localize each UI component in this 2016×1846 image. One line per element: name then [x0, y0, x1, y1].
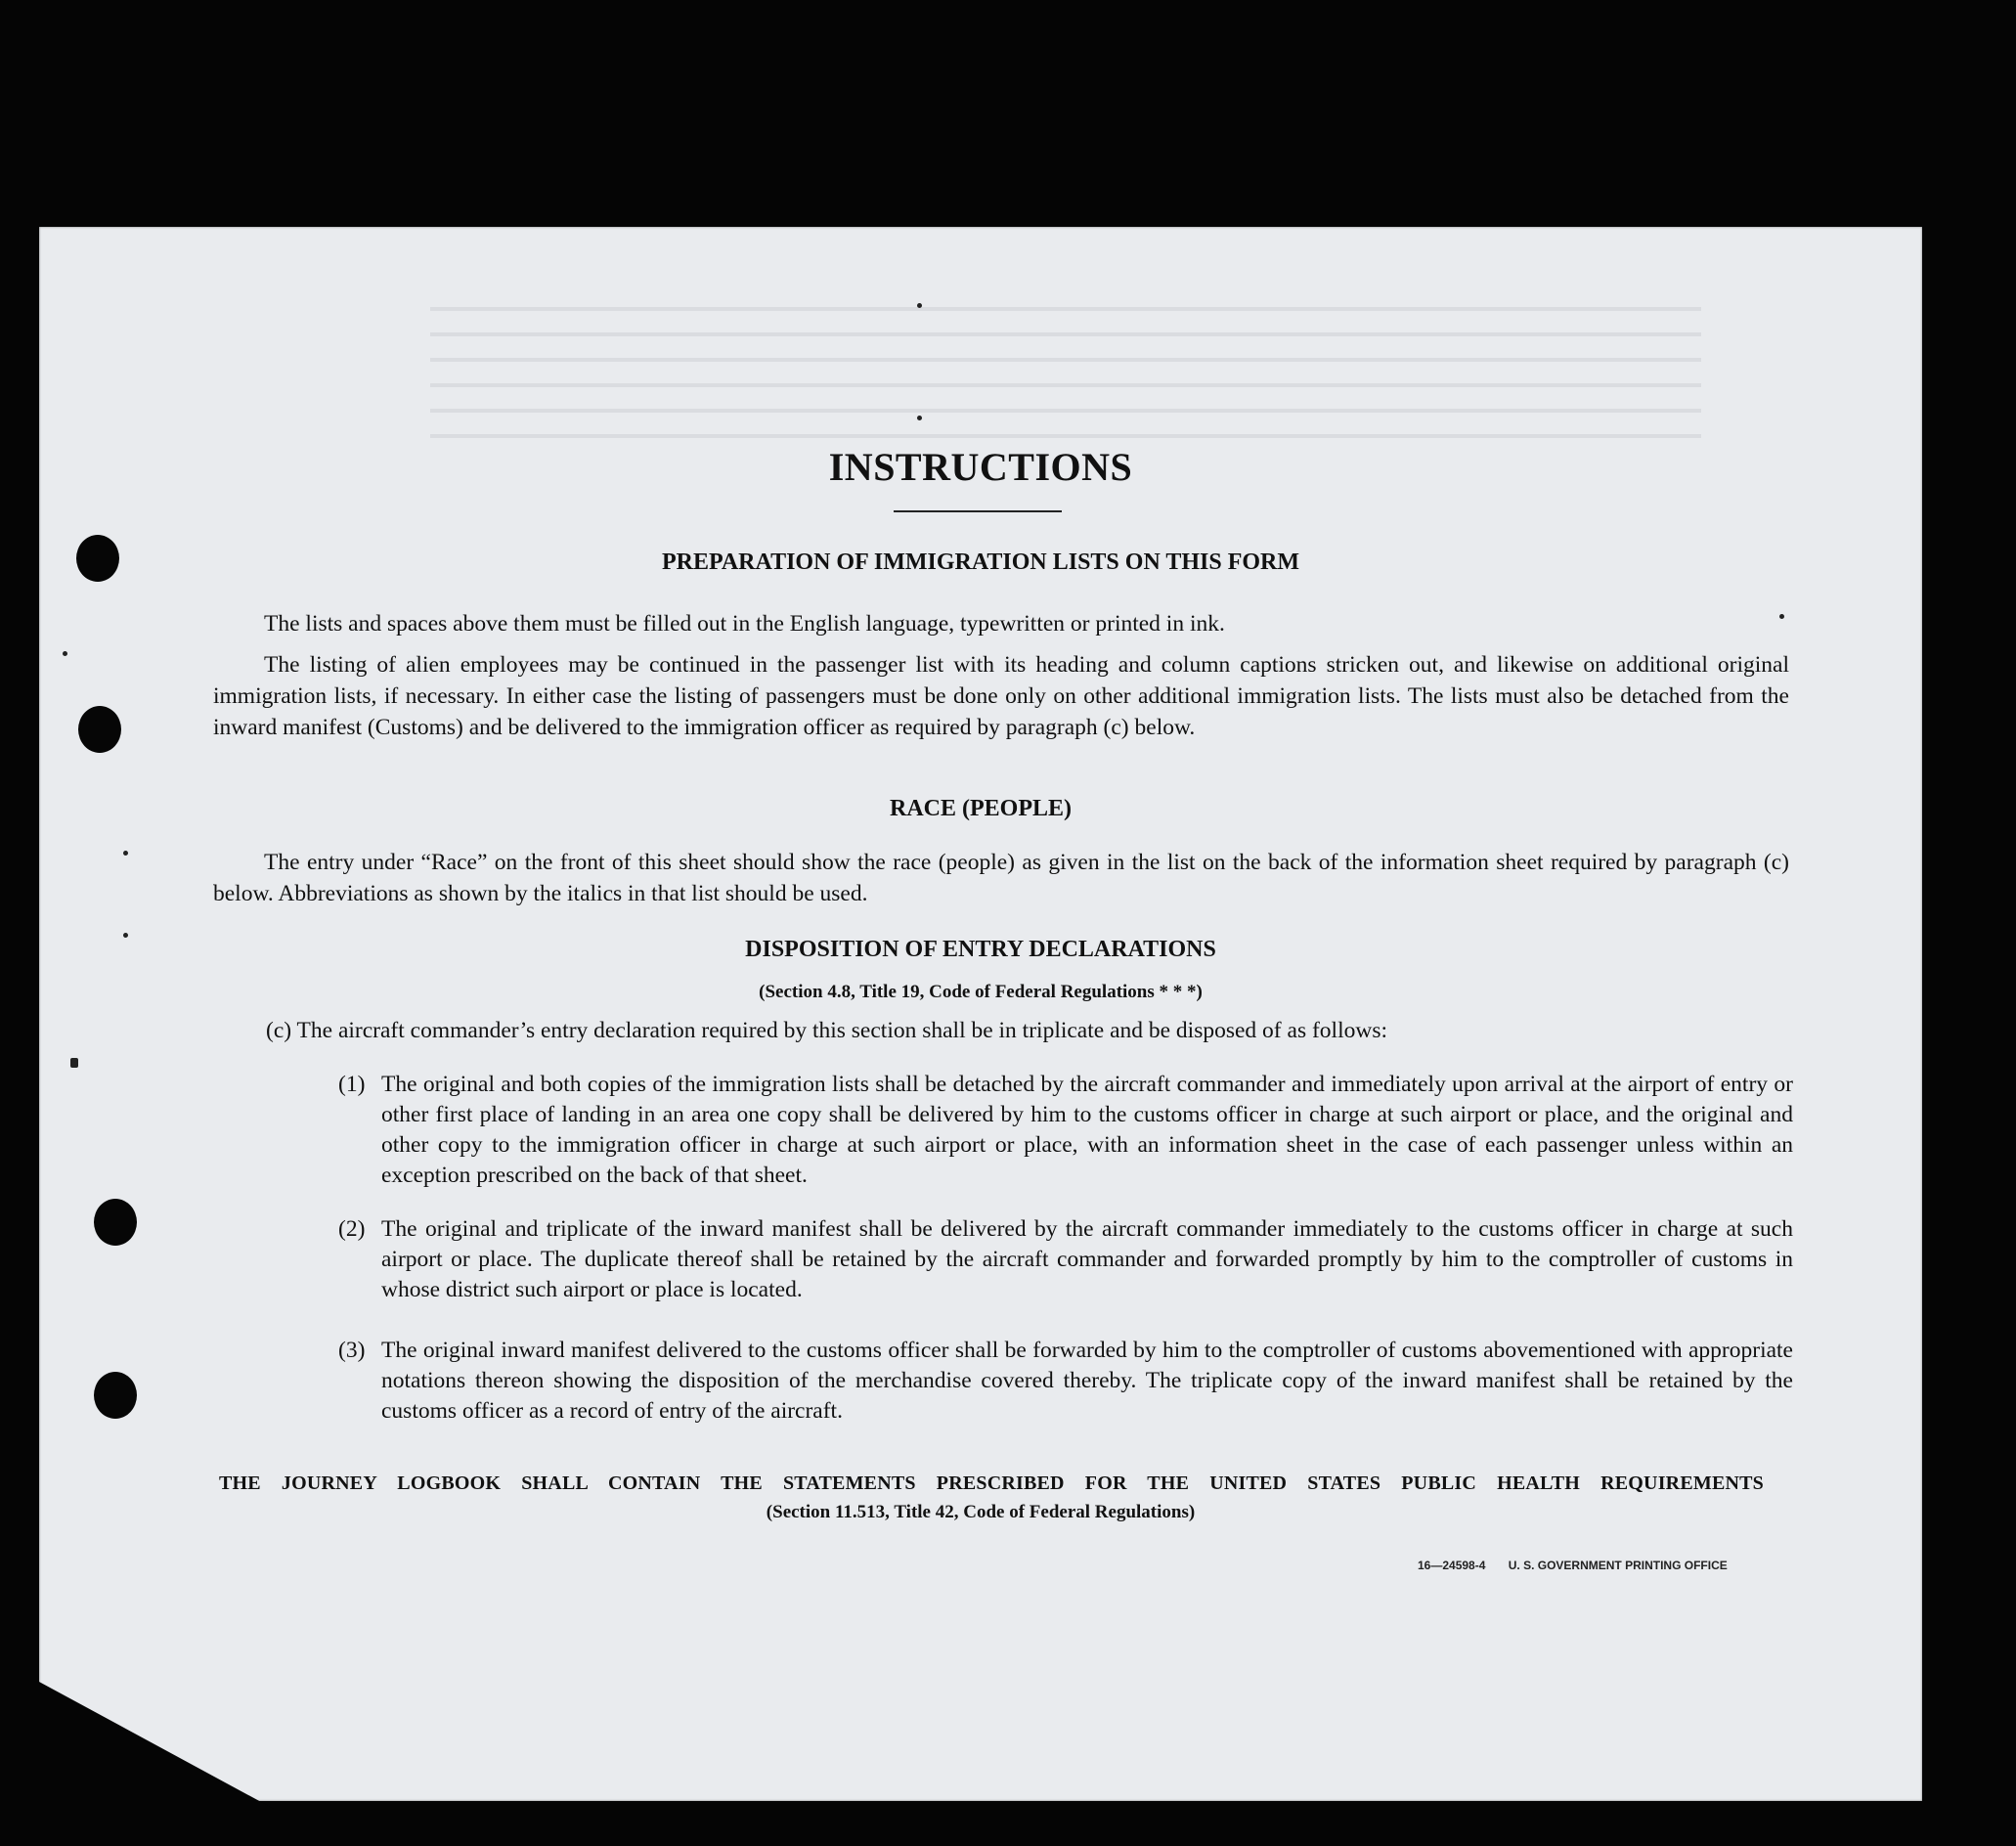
speck	[1779, 614, 1784, 619]
race-heading: RACE (PEOPLE)	[890, 796, 1072, 821]
item-number: (3)	[338, 1338, 366, 1363]
punch-hole	[94, 1372, 137, 1419]
document-page	[39, 227, 1922, 1801]
speck	[917, 416, 922, 420]
item-number: (2)	[338, 1216, 366, 1242]
public-health-note: THE JOURNEY LOGBOOK SHALL CONTAIN THE STATEMENTS PRESCRIBED FOR THE UNITED STATES PUBLIC HEALTH REQUIREMENTS	[219, 1472, 1764, 1494]
disposition-item-3	[338, 1336, 1793, 1427]
instructions-content	[39, 227, 1922, 1801]
title-underline	[894, 510, 1062, 512]
speck	[123, 933, 128, 938]
punch-hole	[94, 1199, 137, 1246]
speck	[63, 651, 67, 656]
torn-paper-corner	[39, 1682, 274, 1809]
speck	[123, 851, 128, 856]
disposition-heading: DISPOSITION OF ENTRY DECLARATIONS	[745, 937, 1216, 962]
item-text: The original and triplicate of the inward manifest shall be delivered by the aircraft commander immediately to the customs officer in charge at such airport or place. The duplicate thereof shall be retained by the aircraft commander and forwarded promptly by him to the comptroller of customs in whose district such airport or place is located.	[381, 1216, 1793, 1302]
form-code: 16—24598-4	[1418, 1559, 1486, 1572]
item-text: The original and both copies of the immigration lists shall be detached by the aircraft commander and immediately upon arrival at the airport of entry or other first place of landing in an area one copy shall be delivered by him to the customs officer in charge at such airport or place, and the original and other copy to the immigration officer in charge at such airport or place, with an information sheet in the case of each passenger unless within an exception prescribed on the back of that sheet.	[381, 1072, 1793, 1188]
public-health-citation: (Section 11.513, Title 42, Code of Federal Regulations)	[766, 1502, 1196, 1522]
disposition-item-1	[338, 1070, 1793, 1191]
punch-hole	[76, 535, 119, 582]
speck	[917, 303, 922, 308]
race-paragraph: The entry under “Race” on the front of this sheet should show the race (people) as given in the list on the back of the information sheet required by paragraph (c) below. Abbreviations as shown by the italics in that list should be used.	[213, 850, 1789, 906]
item-number: (1)	[338, 1072, 366, 1097]
printer-name: U. S. GOVERNMENT PRINTING OFFICE	[1508, 1559, 1728, 1572]
page-title: INSTRUCTIONS	[828, 445, 1133, 489]
preparation-paragraph-1: The lists and spaces above them must be filled out in the English language, typewritten or printed in ink.	[264, 611, 1225, 637]
preparation-heading: PREPARATION OF IMMIGRATION LISTS ON THIS FORM	[661, 549, 1300, 575]
speck	[70, 1058, 78, 1068]
disposition-subheading: (Section 4.8, Title 19, Code of Federal Regulations * * *)	[759, 982, 1203, 1002]
printing-code	[1418, 1559, 1728, 1572]
punch-hole	[78, 706, 121, 753]
disposition-intro: (c) The aircraft commander’s entry declaration required by this section shall be in triplicate and be disposed of as follows:	[266, 1018, 1387, 1043]
disposition-item-2	[338, 1214, 1793, 1305]
preparation-paragraph-2: The listing of alien employees may be continued in the passenger list with its heading and column captions stricken out, and likewise on additional original immigration lists, if necessary. In either case the listing of passengers must be done only on other additional immigration lists. The lists must also be detached from the inward manifest (Customs) and be delivered to the immigration officer as required by paragraph (c) below.	[213, 652, 1789, 740]
item-text: The original inward manifest delivered to the customs officer shall be forwarded by him to the comptroller of customs abovementioned with appropriate notations thereon showing the disposition of the merchandise covered thereby. The triplicate copy of the inward manifest shall be retained by the customs officer as a record of entry of the aircraft.	[381, 1338, 1793, 1424]
